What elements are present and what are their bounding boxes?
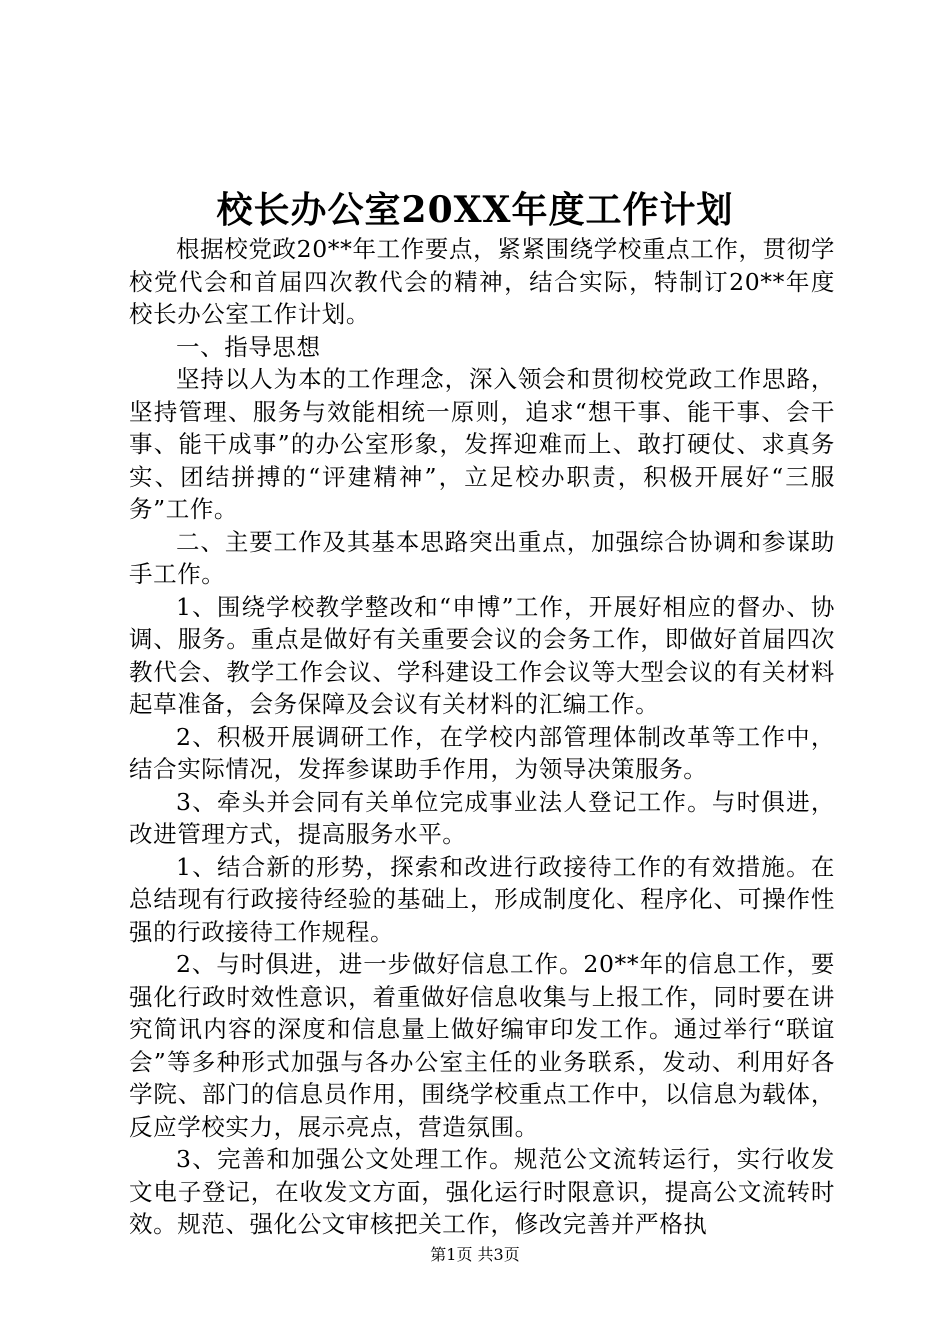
paragraph-item-1: 1、围绕学校教学整改和“申博”工作，开展好相应的督办、协调、服务。重点是做好有关重要会议的会务工作，即做好首届四次教代会、教学工作会议、学科建设工作会议等大型会议的有关材料起草准备，会务保障及会议有关材料的汇编工作。: [129, 592, 835, 718]
document-title: 校长办公室20XX年度工作计划: [216, 189, 734, 231]
paragraph-guiding-ideology: 坚持以人为本的工作理念，深入领会和贯彻校党政工作思路，坚持管理、服务与效能相统一原则，追求“想干事、能干事、会干事、能干成事”的办公室形象，发挥迎难而上、敢打硬仗、求真务实、团结拼搏的“评建精神”，立足校办职责，积极开展好“三服务”工作。: [129, 365, 835, 523]
paragraph-item-1b: 1、结合新的形势，探索和改进行政接待工作的有效措施。在总结现有行政接待经验的基础上，形成制度化、程序化、可操作性强的行政接待工作规程。: [129, 852, 835, 946]
document-body: [129, 233, 835, 1241]
page-footer: 第1页 共3页: [430, 1245, 520, 1264]
section-heading-guiding-ideology: 一、指导思想: [176, 332, 321, 361]
paragraph-item-3b: 3、完善和加强公文处理工作。规范公文流转运行，实行收发文电子登记，在收发文方面，强化运行时限意识，提高公文流转时效。规范、强化公文审核把关工作，修改完善并严格执: [129, 1145, 835, 1238]
section-heading-main-work: 二、主要工作及其基本思路突出重点，加强综合协调和参谋助手工作。: [129, 527, 835, 588]
paragraph-item-2b: 2、与时俱进，进一步做好信息工作。20**年的信息工作，要强化行政时效性意识，着重做好信息收集与上报工作，同时要在讲究简讯内容的深度和信息量上做好编审印发工作。通过举行“联谊会”等多种形式加强与各办公室主任的业务联系，发动、利用好各学院、部门的信息员作用，围绕学校重点工作中，以信息为载体，反应学校实力，展示亮点，营造氛围。: [129, 950, 835, 1141]
paragraph-item-2: 2、积极开展调研工作，在学校内部管理体制改革等工作中，结合实际情况，发挥参谋助手作用，为领导决策服务。: [129, 722, 835, 783]
paragraph-item-3: 3、牵头并会同有关单位完成事业法人登记工作。与时俱进，改进管理方式，提高服务水平。: [129, 787, 835, 848]
paragraph-intro: 根据校党政20**年工作要点，紧紧围绕学校重点工作，贯彻学校党代会和首届四次教代会的精神，结合实际，特制订20**年度校长办公室工作计划。: [129, 235, 835, 328]
